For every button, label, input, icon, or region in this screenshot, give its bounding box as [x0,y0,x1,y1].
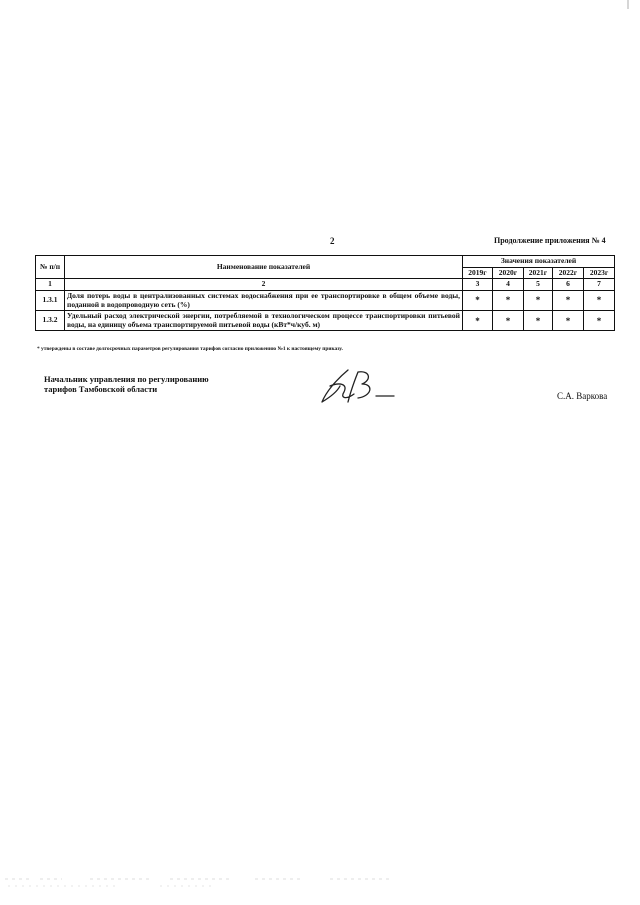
indicator-value: * [524,311,553,331]
row-number: 1.3.2 [36,311,65,331]
appendix-caption: Продолжение приложения № 4 [494,236,606,245]
column-number: 4 [493,279,524,291]
column-number: 3 [463,279,493,291]
handwritten-signature [318,366,396,406]
values-header: Значения показателей [463,256,615,268]
indicator-value: * [493,311,524,331]
signatory-title-line: Начальник управления по регулированию [44,374,209,384]
table-row [36,290,615,310]
year-cell: 2019г [463,267,493,279]
indicator-value: * [553,290,584,310]
indicator-value: * [524,290,553,310]
signatory-title-line: тарифов Тамбовской области [44,384,158,395]
indicators-table [35,255,615,331]
indicator-value: * [584,290,615,310]
column-number: 2 [65,279,463,291]
column-numbers-row [36,279,615,291]
signatory-name: С.А. Варкова [557,391,608,401]
year-cell: 2021г [524,267,553,279]
indicator-value: * [553,311,584,331]
footnote: * утверждены в составе долгосрочных параметров регулирования тарифов согласно приложению №1 к настоящему приказу. [37,346,343,352]
indicator-value: * [463,311,493,331]
column-number: 6 [553,279,584,291]
column-number: 1 [36,279,65,291]
year-cell: 2023г [584,267,615,279]
row-number: 1.3.1 [36,290,65,310]
indicator-value: * [493,290,524,310]
table-header-row [36,256,615,268]
column-number: 5 [524,279,553,291]
column-number: 7 [584,279,615,291]
year-cell: 2020г [493,267,524,279]
page-number: 2 [330,236,335,246]
indicator-value: * [463,290,493,310]
indicator-name: Удельный расход электрической энергии, потребляемой в технологическом процессе транспортировки питьевой воды, на единицу объема транспортируемой питьевой воды (кВт*ч/куб. м) [65,311,463,331]
year-cell: 2022г [553,267,584,279]
table-row [36,311,615,331]
col-name-header: Наименование показателей [65,256,463,279]
signatory-title [44,374,209,394]
col-no-header: № п/п [36,256,65,279]
indicator-name: Доля потерь воды в централизованных системах водоснабжения при ее транспортировке в общем объеме воды, поданной в водопроводную сеть (%) [65,290,463,310]
indicator-value: * [584,311,615,331]
